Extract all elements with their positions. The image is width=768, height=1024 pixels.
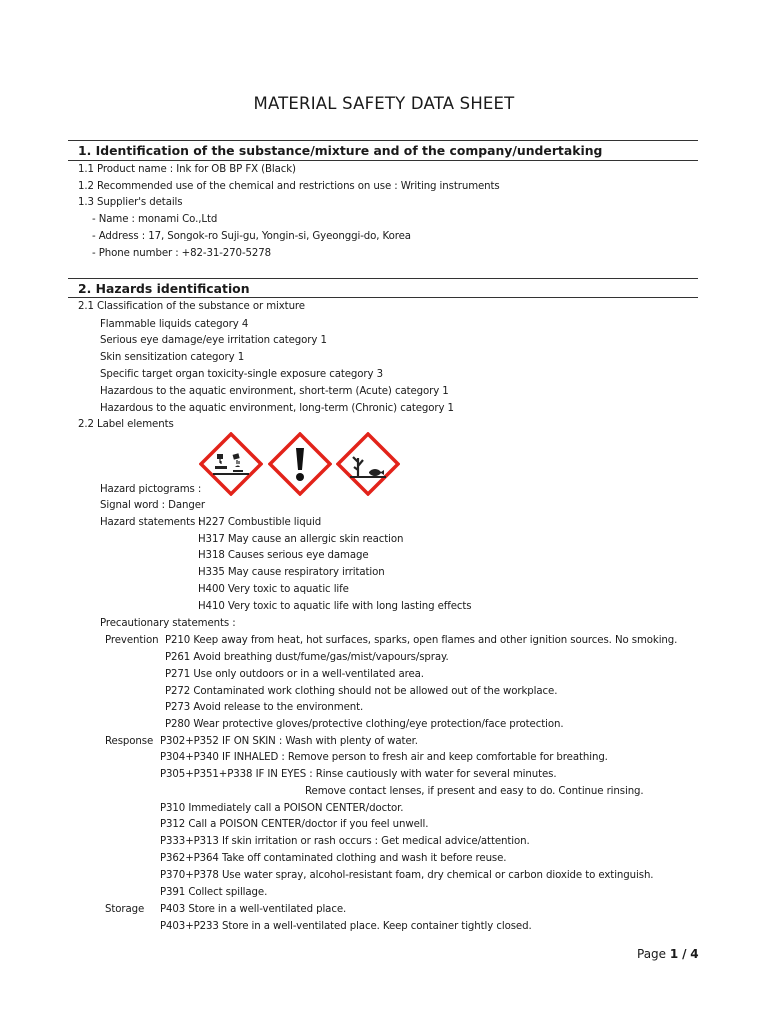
response-statement: P312 Call a POISON CENTER/doctor if you feel unwell. — [160, 819, 429, 830]
response-label: Response — [105, 736, 154, 747]
response-statement: P362+P364 Take off contaminated clothing and wash it before reuse. — [160, 853, 507, 864]
response-statement: P302+P352 IF ON SKIN : Wash with plenty of water. — [160, 736, 418, 747]
classification-item: Hazardous to the aquatic environment, short-term (Acute) category 1 — [100, 386, 449, 397]
response-statement: P333+P313 If skin irritation or rash occurs : Get medical advice/attention. — [160, 836, 530, 847]
storage-label: Storage — [105, 904, 145, 915]
environment-pictogram-icon — [336, 432, 400, 496]
section-1-heading: 1. Identification of the substance/mixture and of the company/undertaking — [78, 143, 603, 158]
prevention-statement: P272 Contaminated work clothing should not be allowed out of the workplace. — [165, 686, 558, 697]
hazard-statement: H318 Causes serious eye damage — [198, 550, 369, 561]
section-2-bottom-rule — [68, 297, 698, 298]
classification-title: 2.1 Classification of the substance or mixture — [78, 301, 305, 312]
hazard-statements-label: Hazard statements : — [100, 517, 202, 528]
page-total: 4 — [690, 947, 699, 961]
classification-item: Skin sensitization category 1 — [100, 352, 245, 363]
classification-item: Specific target organ toxicity-single exposure category 3 — [100, 369, 383, 380]
prevention-statement: P210 Keep away from heat, hot surfaces, sparks, open flames and other ignition sources. No smoking. — [165, 635, 678, 646]
prevention-label: Prevention — [105, 635, 159, 646]
classification-item: Hazardous to the aquatic environment, long-term (Chronic) category 1 — [100, 403, 454, 414]
storage-statement: P403 Store in a well-ventilated place. — [160, 904, 347, 915]
storage-statement: P403+P233 Store in a well-ventilated place. Keep container tightly closed. — [160, 921, 532, 932]
label-elements-title: 2.2 Label elements — [78, 419, 174, 430]
page-label: Page — [637, 947, 667, 961]
page-separator: / — [682, 947, 687, 961]
prevention-statement: P271 Use only outdoors or in a well-ventilated area. — [165, 669, 424, 680]
hazard-statement: H410 Very toxic to aquatic life with long lasting effects — [198, 601, 472, 612]
page-indicator — [637, 947, 699, 961]
response-statement-continued: Remove contact lenses, if present and easy to do. Continue rinsing. — [305, 786, 644, 797]
hazard-statement: H317 May cause an allergic skin reaction — [198, 534, 404, 545]
section-2-heading: 2. Hazards identification — [78, 281, 250, 296]
prevention-statement: P273 Avoid release to the environment. — [165, 702, 364, 713]
product-name: 1.1 Product name : Ink for OB BP FX (Black) — [78, 164, 296, 175]
page-current: 1 — [669, 947, 679, 961]
corrosion-pictogram-icon — [199, 432, 263, 496]
exclamation-mark-pictogram-icon — [268, 432, 332, 496]
supplier-name: - Name : monami Co.,Ltd — [92, 214, 218, 225]
supplier-phone: - Phone number : +82-31-270-5278 — [92, 248, 272, 259]
response-statement: P310 Immediately call a POISON CENTER/doctor. — [160, 803, 404, 814]
signal-word: Signal word : Danger — [100, 500, 205, 511]
hazard-statement: H400 Very toxic to aquatic life — [198, 584, 349, 595]
response-statement: P304+P340 IF INHALED : Remove person to fresh air and keep comfortable for breathing. — [160, 752, 608, 763]
prevention-statement: P280 Wear protective gloves/protective clothing/eye protection/face protection. — [165, 719, 564, 730]
section-1-top-rule — [68, 140, 698, 141]
classification-item: Serious eye damage/eye irritation category 1 — [100, 335, 327, 346]
prevention-statement: P261 Avoid breathing dust/fume/gas/mist/vapours/spray. — [165, 652, 449, 663]
section-1-bottom-rule — [68, 160, 698, 161]
precautionary-label: Precautionary statements : — [100, 618, 236, 629]
hazard-statement: H335 May cause respiratory irritation — [198, 567, 385, 578]
supplier-details-title: 1.3 Supplier's details — [78, 197, 183, 208]
response-statement: P370+P378 Use water spray, alcohol-resistant foam, dry chemical or carbon dioxide to extinguish. — [160, 870, 654, 881]
response-statement: P305+P351+P338 IF IN EYES : Rinse cautiously with water for several minutes. — [160, 769, 557, 780]
hazard-pictograms-label: Hazard pictograms : — [100, 484, 202, 495]
recommended-use: 1.2 Recommended use of the chemical and restrictions on use : Writing instruments — [78, 181, 500, 192]
classification-item: Flammable liquids category 4 — [100, 319, 249, 330]
supplier-address: - Address : 17, Songok-ro Suji-gu, Yongin-si, Gyeonggi-do, Korea — [92, 231, 411, 242]
document-title: MATERIAL SAFETY DATA SHEET — [253, 94, 515, 113]
hazard-statement: H227 Combustible liquid — [198, 517, 322, 528]
response-statement: P391 Collect spillage. — [160, 887, 268, 898]
section-2-top-rule — [68, 278, 698, 279]
